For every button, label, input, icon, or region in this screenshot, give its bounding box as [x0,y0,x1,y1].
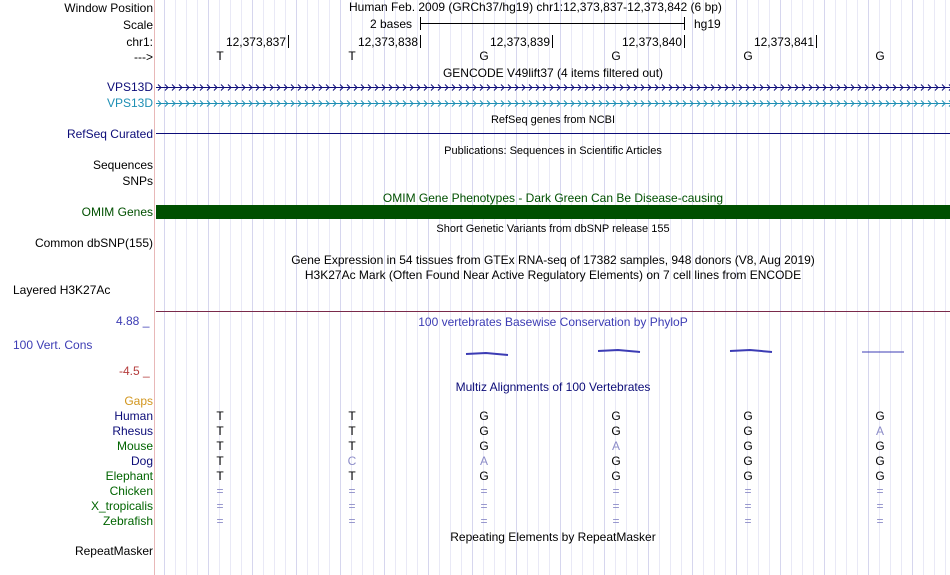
alignment-base: = [348,514,356,528]
coordinate-tick [420,35,421,48]
scale-bar [420,17,685,30]
alignment-base: = [216,499,224,513]
species-label[interactable]: Mouse [116,439,153,453]
alignment-base: = [876,499,884,513]
reference-base: T [216,49,224,63]
alignment-base: G [743,469,753,483]
reference-base: T [348,49,356,63]
coordinate-label: 12,373,840 [621,35,682,49]
dbsnp-track-title: Short Genetic Variants from dbSNP release 155 [436,223,670,235]
species-label[interactable]: X_tropicalis [90,499,153,513]
species-label[interactable]: Human [114,409,153,423]
conservation-track-title: 100 vertebrates Basewise Conservation by PhyloP [418,315,688,329]
conservation-max-label: 4.88 _ [116,314,150,328]
alignment-base: = [612,484,620,498]
gaps-label: Gaps [124,394,153,408]
coordinate-label: 12,373,837 [225,35,286,49]
alignment-base: = [348,484,356,498]
label-column-separator [154,0,155,575]
alignment-base: G [479,469,489,483]
alignment-base: = [876,514,884,528]
alignment-base: G [743,409,753,423]
scale-text: 2 bases [370,17,413,31]
alignment-base: G [875,469,885,483]
alignment-base: = [216,514,224,528]
alignment-base: = [348,499,356,513]
alignment-base: G [743,424,753,438]
alignment-base: = [612,514,620,528]
alignment-base: A [875,424,884,438]
coordinate-label: 12,373,841 [753,35,814,49]
scale-db: hg19 [694,17,721,31]
alignment-base: G [743,454,753,468]
coordinate-label: 12,373,838 [357,35,418,49]
alignment-base: = [744,514,752,528]
alignment-base: = [216,484,224,498]
species-label[interactable]: Dog [130,454,153,468]
species-label[interactable]: Zebrafish [102,514,153,528]
alignment-base: = [612,499,620,513]
sequences-track-label[interactable]: Sequences [92,158,153,172]
chromosome-label: chr1: [126,35,153,49]
reference-base: G [611,49,621,63]
alignment-base: G [875,454,885,468]
scale-label: Scale [122,18,153,32]
publications-track-title: Publications: Sequences in Scientific Articles [444,145,662,157]
alignment-base: G [875,409,885,423]
omim-track-title: OMIM Gene Phenotypes - Dark Green Can Be Disease-causing [382,191,724,205]
snps-track-label[interactable]: SNPs [122,174,153,188]
alignment-base: G [611,469,621,483]
conservation-signal-2 [598,350,640,352]
gencode-item-label-1[interactable]: VPS13D [106,80,153,94]
alignment-base: G [743,439,753,453]
species-label[interactable]: Rhesus [112,424,153,438]
alignment-base: G [479,424,489,438]
alignment-base: = [480,499,488,513]
refseq-feature[interactable] [156,133,950,134]
alignment-base: T [348,424,356,438]
gencode-feature-2[interactable] [156,99,950,108]
alignment-base: T [348,439,356,453]
strand-arrow-label: ---> [134,50,153,64]
h3k27ac-track-title: H3K27Ac Mark (Often Found Near Active Regulatory Elements) on 7 cell lines from ENCODE [304,268,802,282]
alignment-base: A [611,439,620,453]
alignment-base: T [348,409,356,423]
coordinate-tick [816,35,817,48]
reference-base: G [743,49,753,63]
gencode-item-label-2[interactable]: VPS13D [106,96,153,110]
alignment-base: T [216,469,224,483]
conservation-signal-3 [730,350,772,352]
alignment-base: T [216,409,224,423]
alignment-base: G [611,424,621,438]
assembly-position: Human Feb. 2009 (GRCh37/hg19) chr1:12,373,837-12,373,842 (6 bp) [349,0,722,14]
alignment-base: G [611,409,621,423]
species-label[interactable]: Elephant [105,469,153,483]
coordinate-tick [684,35,685,48]
coordinate-tick [552,35,553,48]
repeatmasker-track-title: Repeating Elements by RepeatMasker [450,530,656,544]
repeatmasker-track-label[interactable]: RepeatMasker [74,544,153,558]
refseq-track-title: RefSeq genes from NCBI [490,114,616,126]
alignment-base: = [480,484,488,498]
conservation-plot [156,340,950,370]
multiz-track-title: Multiz Alignments of 100 Vertebrates [455,380,651,394]
gencode-feature-1[interactable] [156,83,950,92]
alignment-base: T [348,469,356,483]
coordinate-tick [288,35,289,48]
gtex-track-title: Gene Expression in 54 tissues from GTEx RNA-seq of 17382 samples, 948 donors (V8, Aug 2019) [291,253,815,267]
alignment-base: T [216,424,224,438]
alignment-base: T [216,439,224,453]
refseq-track-label[interactable]: RefSeq Curated [66,127,153,141]
conservation-min-label: -4.5 _ [119,364,150,378]
omim-track-label[interactable]: OMIM Genes [81,205,153,219]
omim-feature-bar[interactable] [156,205,950,219]
dbsnp-track-label[interactable]: Common dbSNP(155) [34,236,153,250]
window-position-label: Window Position [64,1,153,15]
reference-base: G [875,49,885,63]
reference-base: G [479,49,489,63]
alignment-base: = [744,484,752,498]
alignment-base: = [480,514,488,528]
alignment-base: = [744,499,752,513]
h3k27ac-track-label[interactable]: Layered H3K27Ac [13,283,111,297]
alignment-base: G [611,454,621,468]
h3k27ac-baseline [156,311,950,312]
alignment-base: A [479,454,488,468]
coordinate-label: 12,373,839 [489,35,550,49]
conservation-signal-1 [466,353,508,355]
conservation-track-label[interactable]: 100 Vert. Cons [13,338,93,352]
alignment-base: G [479,409,489,423]
alignment-base: C [347,454,357,468]
alignment-base: T [216,454,224,468]
alignment-base: G [479,439,489,453]
alignment-base: G [875,439,885,453]
species-label[interactable]: Chicken [109,484,153,498]
alignment-base: = [876,484,884,498]
gencode-track-title: GENCODE V49lift37 (4 items filtered out) [442,66,664,80]
